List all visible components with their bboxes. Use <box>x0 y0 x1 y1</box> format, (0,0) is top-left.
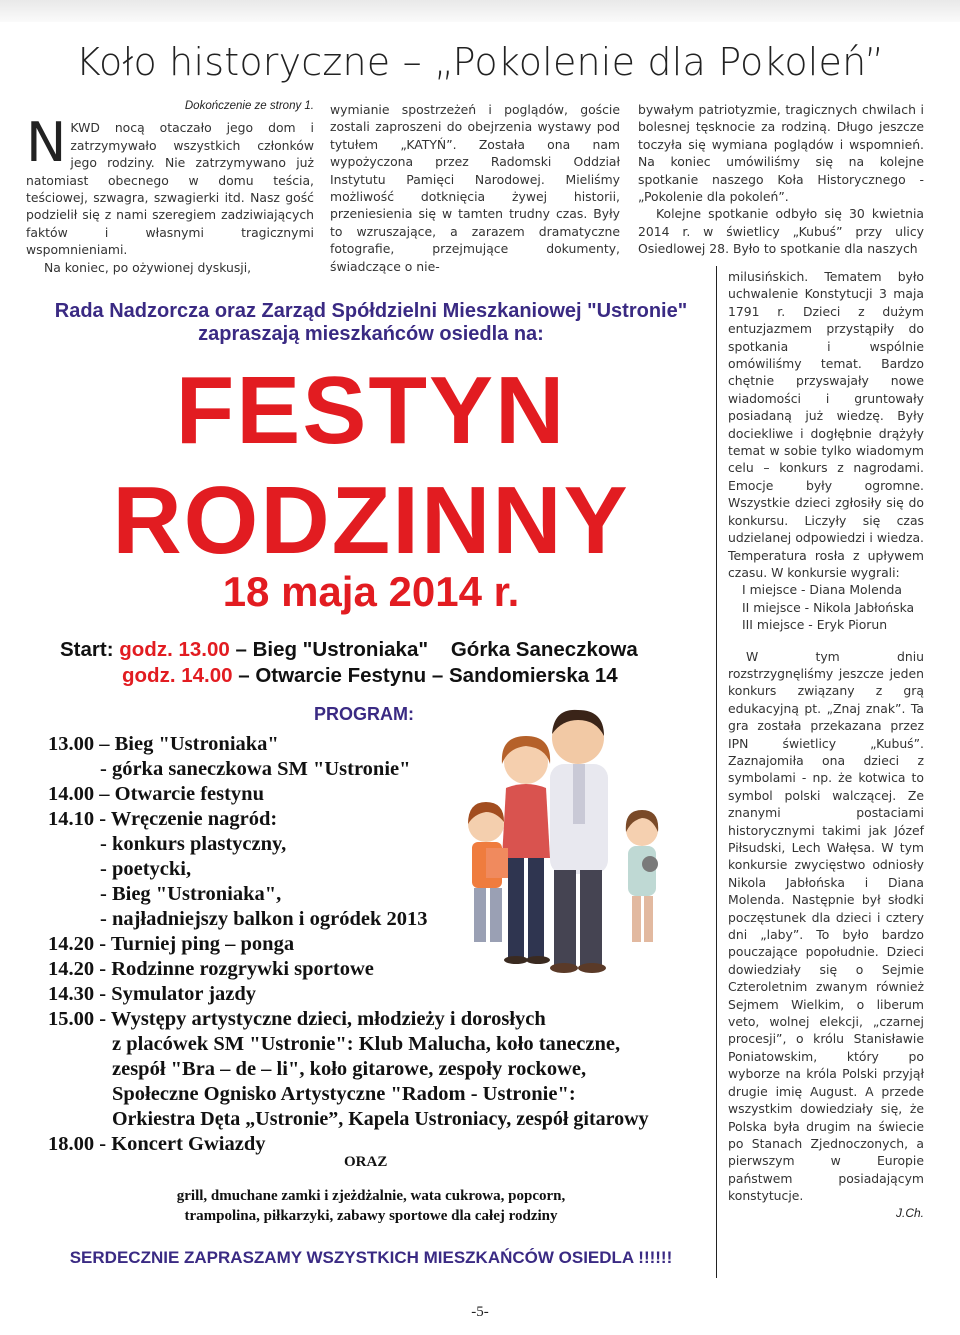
festival-advertisement <box>26 286 716 1282</box>
winner-2: II miejsce - Nikola Jabłońska <box>742 599 915 615</box>
program-item: - górka saneczkowa SM "Ustronie" <box>100 758 411 780</box>
winner-1: I miejsce - Diana Molenda <box>742 582 903 598</box>
program-item: 14.20 - Rodzinne rozgrywki sportowe <box>48 958 374 980</box>
column-3-text-1: bywałym patriotyzmie, tragicznych chwilach i bolesnej tęsknocie za rodziną. Długo jeszcze toczyła się wymiana poglądów i wspomnień. Na koniec umówiliśmy się na kolejne spotkanie naszego Koła Historycznego - „Pokolenie dla pokoleń”. <box>638 102 924 205</box>
ad-date: 18 maja 2014 r. <box>222 568 520 615</box>
program-item: - poetycki, <box>100 858 192 880</box>
girl-figure <box>626 810 658 942</box>
start-2-time: godz. 14.00 <box>122 664 233 687</box>
page-number: -5- <box>471 1304 489 1320</box>
family-illustration <box>446 698 696 974</box>
winner-3: III miejsce - Eryk Piorun <box>742 617 888 633</box>
article-column-3-top <box>638 101 924 258</box>
start-2-text: – Otwarcie Festynu – Sandomierska 14 <box>238 664 618 687</box>
start-line-1 <box>60 638 638 662</box>
ad-divider-line <box>716 266 717 1278</box>
program-item: zespół "Bra – de – li", koło gitarowe, zespoły rockowe, <box>112 1058 587 1080</box>
program-item: - najładniejszy balkon i ogródek 2013 <box>100 908 428 930</box>
ad-header-line-1: Rada Nadzorcza oraz Zarząd Spółdzielni Mieszkaniowej "Ustronie" <box>54 300 688 322</box>
program-item: 14.30 - Symulator jazdy <box>48 983 257 1005</box>
ad-header-line-2: zapraszają mieszkańców osiedla na: <box>198 323 544 345</box>
ad-title-rodzinny: RODZINNY <box>112 467 630 574</box>
column-3-text-3: milusińskich. Tematem było uchwalenie Konstytucji 3 maja 1791 r. Dzieci z dużym entuzjazmem przystąpiły do spotkania i wspólnie omówiliśmy temat. Bardzo chętnie przyswajały nowe wiadomości i gruntowały posiadaną już wiedzę. Były dociekliwe i dogłębnie drążyły temat w sobie tylko wiadomym celu – konkurs z nagrodami. Emocje były ogromne. Wszystkie dzieci zgłosiły się do konkursu. Liczyły się czas udzielanej odpowiedzi i wiedza. Temperatura rosła z upływem czasu. W konkursie wygrali: <box>728 269 924 580</box>
column-1-paragraph-2: Na koniec, po ożywionej dyskusji, <box>44 259 252 275</box>
mother-figure <box>502 736 550 964</box>
start-line-2 <box>122 664 618 688</box>
ad-extras <box>26 1186 716 1226</box>
ad-header <box>26 300 716 346</box>
column-3-text-2: Kolejne spotkanie odbyło się 30 kwietnia 2014 r. w świetlicy „Kubuś” przy ulicy Osiedlowej 28. Było to spotkanie dla naszych <box>638 206 924 257</box>
program-item: 15.00 - Występy artystyczne dzieci, młodzieży i dorosłych <box>48 1008 546 1030</box>
boy-figure <box>468 802 508 942</box>
program-item: - Bieg "Ustroniaka", <box>100 883 282 905</box>
program-item: 18.00 - Koncert Gwiazdy <box>48 1133 266 1155</box>
article-column-2 <box>330 101 620 275</box>
program-item: 14.20 - Turniej ping – ponga <box>48 933 295 955</box>
start-1-time: godz. 13.00 <box>119 638 230 661</box>
start-label: Start: <box>60 638 114 661</box>
ad-title-festyn: FESTYN <box>175 357 567 464</box>
article-column-3-narrow <box>728 268 924 1222</box>
program-item: 13.00 – Bieg "Ustroniaka" <box>48 733 279 755</box>
program-item: Społeczne Ognisko Artystyczne "Radom - Ustronie": <box>112 1083 576 1105</box>
program-label: PROGRAM: <box>314 704 414 724</box>
article-column-1 <box>26 98 314 276</box>
column-1-text: KWD nocą otaczało jego dom i zatrzymywało wszystkich członków jego rodziny. Nie zatrzymywano już natomiast obecnego w domu teścia, teściowej, szwagra, szwagierki itd. Nasz gość podzielił się z nami szeregiem zadziwiających faktów i własnymi tragicznymi wspomnieniami. <box>26 120 314 258</box>
author-signature: J.Ch. <box>895 1205 924 1220</box>
program-item: 14.00 – Otwarcie festynu <box>48 783 264 805</box>
page-title: Koło historyczne – „Pokolenie dla Pokoleń” <box>75 40 885 84</box>
program-item: 14.10 - Wręczenie nagród: <box>48 808 278 830</box>
start-1-text: – Bieg "Ustroniaka" Górka Saneczkowa <box>235 638 638 661</box>
program-item: z placówek SM "Ustronie": Klub Malucha, koło taneczne, <box>112 1033 621 1055</box>
continuation-note: Dokończenie ze strony 1. <box>184 100 314 112</box>
page-top-band <box>0 0 960 22</box>
ad-extras-line-1: grill, dmuchane zamki i zjeżdżalnie, wata cukrowa, popcorn, <box>176 1188 566 1204</box>
father-figure <box>550 710 608 973</box>
column-2-text: wymianie spostrzeżeń i poglądów, goście zostali zaproszeni do obejrzenia wystawy pod tytułem „KATYŃ”. Została ona nam wypożyczona przez Radomski Oddział Instytutu Pamięci Narodowej. Mieliśmy możliwość dotknięcia żywej historii, przeniesienia się w tamten trudny czas. Były to wzruszające, a zarazem dramatyczne fotografie, przejmujące dokumenty, świadczące o nie- <box>330 102 620 274</box>
drop-cap: N <box>26 111 67 175</box>
ad-extras-line-2: trampolina, piłkarzyki, zabawy sportowe dla całej rodziny <box>184 1208 558 1224</box>
column-3-text-4: W tym dniu rozstrzygnęliśmy jeszcze jeden konkurs związany z grą edukacyjną pt. „Znaj znak”. Ta gra została przekazana przez IPN świetlicy „Kubuś”. Zaznajomiła ona dzieci z symbolami - np. że kotwica to symbol polski walczącej. Ze znanymi postaciami historycznymi takimi jak Józef Piłsudski, Lech Wałęsa. W tym konkursie zwycięstwo odniosły Nikola Jabłońska i Diana Molenda. Następnie był słodki poczęstunek dla dzieci i cztery dni „laby”. To było bardzo pouczające popołudnie. Dzieci dowiedziały się o Sejmie Czteroletnim zwanym również Sejmem Wielkim, o liberum veto, wolnej elekcji, „czarnej procesji”, o królu Stanisławie Poniatowskim, który po wyborze na króla Polski przyjął drugie imię August. A przede wszystkim dowiedziały się, że Polska była drugim na świecie po Stanach Zjednoczonych, a pierwszym w Europie państwem posiadającym konstytucje. <box>728 648 924 1204</box>
column-1-paragraph <box>26 111 314 258</box>
winners-list <box>728 581 924 633</box>
ad-footer: SERDECZNIE ZAPRASZAMY WSZYSTKICH MIESZKAŃCÓW OSIEDLA !!!!!! <box>69 1248 673 1267</box>
program-item: - konkurs plastyczny, <box>100 833 287 855</box>
ad-oraz: ORAZ <box>344 1154 388 1170</box>
program-item: Orkiestra Dęta „Ustronie”, Kapela Ustroniacy, zespół gitarowy <box>112 1108 649 1130</box>
